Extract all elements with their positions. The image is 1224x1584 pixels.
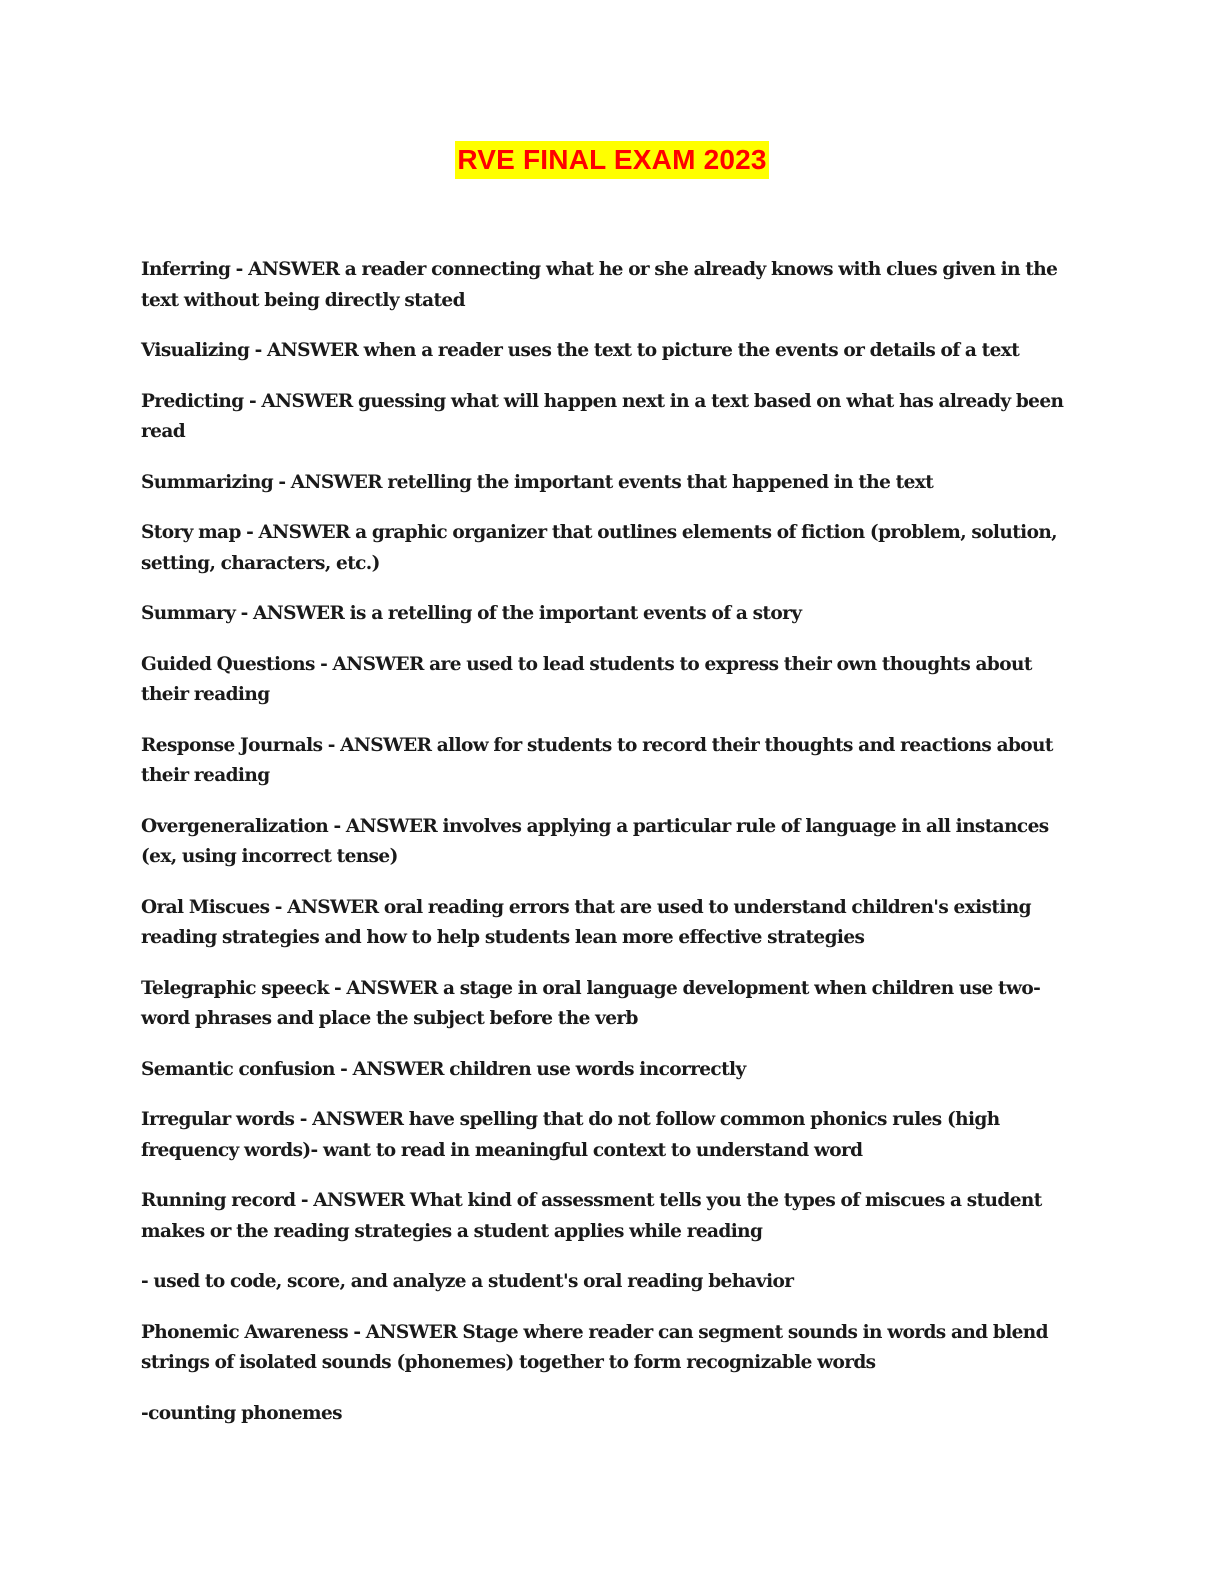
entry-running-record: Running record - ANSWER What kind of assessment tells you the types of miscues a student makes or the reading strategies a student applies while reading (141, 1190, 1042, 1242)
entry-summarizing: Summarizing - ANSWER retelling the important events that happened in the text (141, 471, 934, 493)
document-body (141, 255, 1081, 1449)
entry-overgeneralization: Overgeneralization - ANSWER involves applying a particular rule of language in all instances (ex, using incorrect tense) (141, 815, 1049, 867)
entry-visualizing: Visualizing - ANSWER when a reader uses the text to picture the events or details of a text (141, 340, 1020, 361)
entry-phonemic-awareness: Phonemic Awareness - ANSWER Stage where reader can segment sounds in words and blend strings of isolated sounds (phonemes) together to form recognizable words (141, 1321, 1048, 1373)
entry-inferring: Inferring - ANSWER a reader connecting what he or she already knows with clues given in the text without being directly stated (141, 259, 1058, 311)
entry-summary: Summary - ANSWER is a retelling of the important events of a story (141, 603, 802, 624)
entry-story-map: Story map - ANSWER a graphic organizer that outlines elements of fiction (problem, solution, setting, characters, etc.) (141, 522, 1058, 574)
entry-guided-questions: Guided Questions - ANSWER are used to lead students to express their own thoughts about their reading (141, 653, 1032, 705)
entry-semantic-confusion: Semantic confusion - ANSWER children use words incorrectly (141, 1058, 746, 1080)
entry-response-journals: Response Journals - ANSWER allow for students to record their thoughts and reactions about their reading (141, 734, 1053, 786)
entry-running-record-note: - used to code, score, and analyze a student's oral reading behavior (141, 1271, 794, 1292)
document-title: RVE FINAL EXAM 2023 (455, 141, 768, 179)
entry-predicting: Predicting - ANSWER guessing what will happen next in a text based on what has already been read (141, 390, 1064, 442)
entry-oral-miscues: Oral Miscues - ANSWER oral reading errors that are used to understand children's existing reading strategies and how to help students lean more effective strategies (141, 896, 1031, 948)
entry-phonemic-awareness-note: -counting phonemes (141, 1402, 342, 1424)
title-container (0, 141, 1224, 179)
entry-irregular-words: Irregular words - ANSWER have spelling that do not follow common phonics rules (high frequency words)- want to read in meaningful context to understand word (141, 1109, 1000, 1161)
entry-telegraphic-speech: Telegraphic speeck - ANSWER a stage in oral language development when children use two-word phrases and place the subject before the verb (141, 977, 1041, 1029)
